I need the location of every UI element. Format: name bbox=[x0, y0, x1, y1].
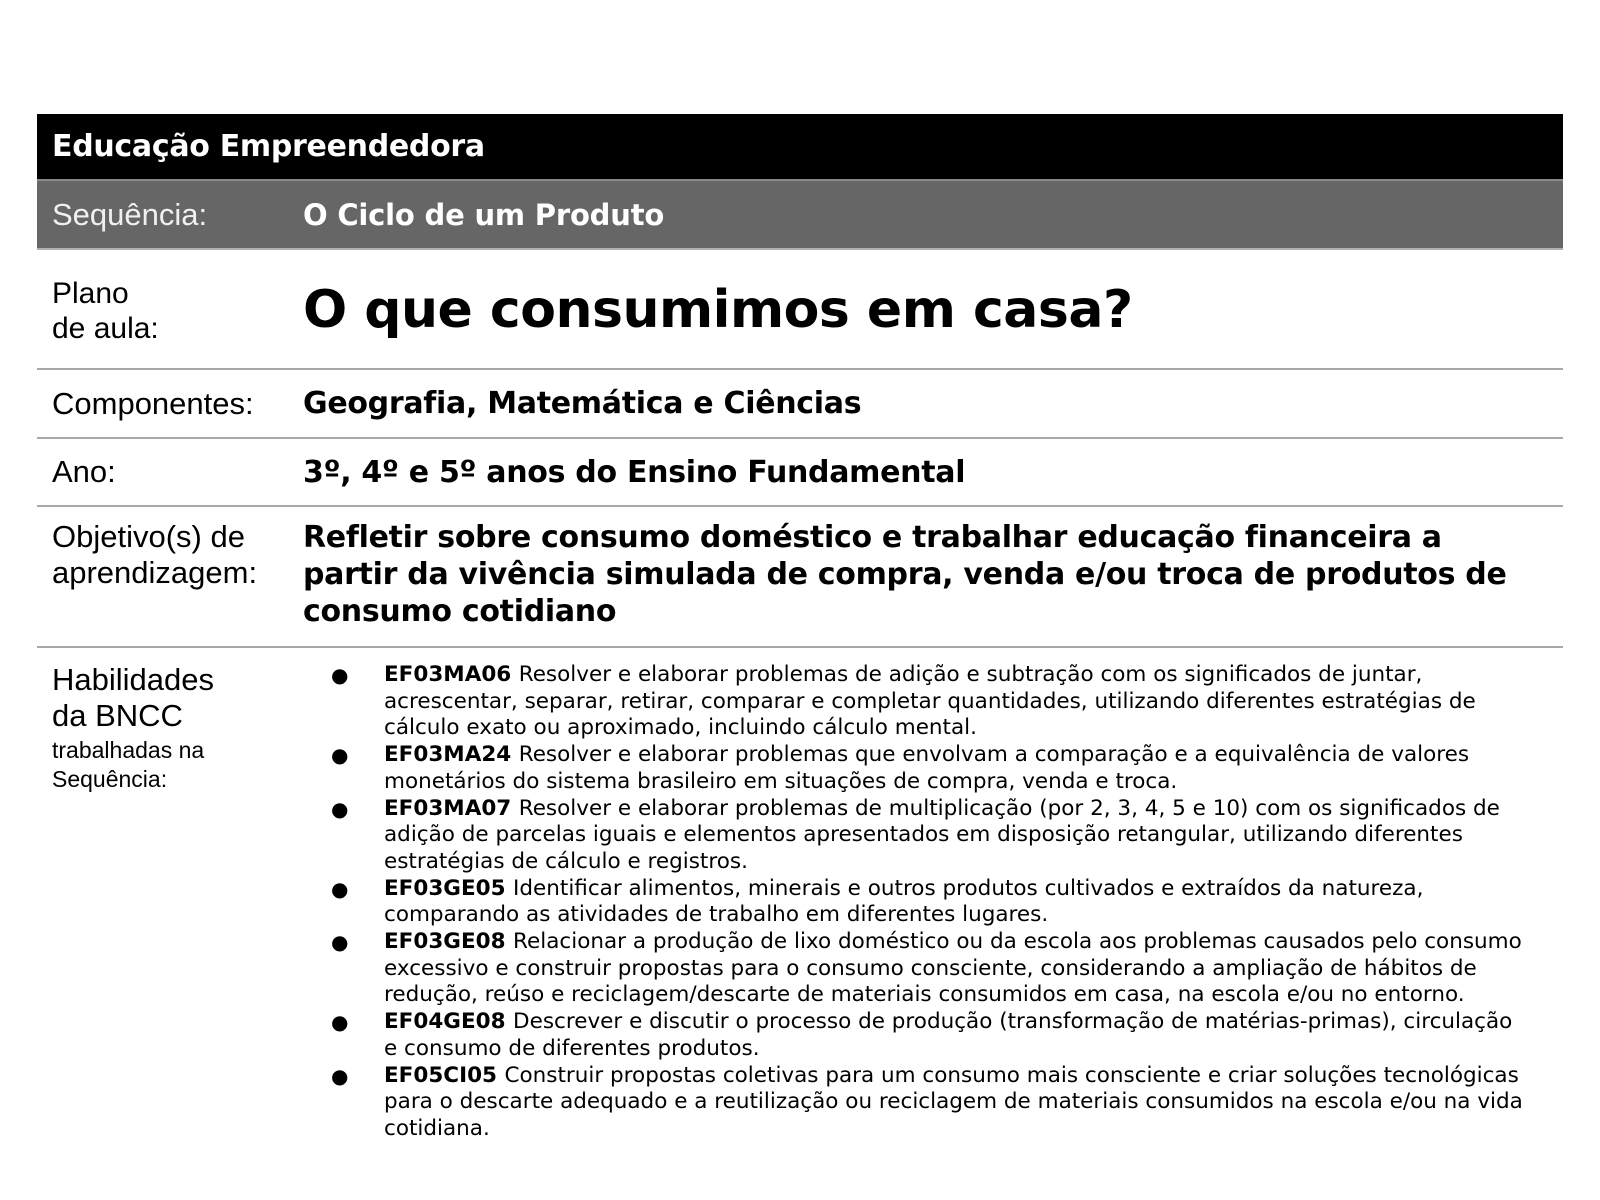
bncc-skills-row bbox=[37, 648, 1563, 1143]
skill-item bbox=[303, 662, 1543, 742]
objectives-value: Refletir sobre consumo doméstico e trabalhar educação financeira a partir da vivência simulada de compra, venda e/ou troca de produtos de consumo cotidiano bbox=[303, 520, 1507, 629]
objectives-label bbox=[37, 519, 303, 591]
skill-item bbox=[303, 742, 1543, 795]
skill-code: EF03GE08 bbox=[384, 929, 514, 955]
lesson-plan-title: O que consumimos em casa? bbox=[303, 280, 1133, 340]
lesson-plan-label-line1: Plano bbox=[52, 277, 129, 310]
sequence-label: Sequência: bbox=[52, 196, 208, 232]
bullet-icon: ● bbox=[331, 930, 349, 955]
skill-item bbox=[303, 876, 1543, 929]
skill-item bbox=[303, 796, 1543, 876]
skill-code: EF04GE08 bbox=[384, 1009, 514, 1035]
skill-code: EF03GE05 bbox=[384, 875, 514, 901]
skill-code: EF05CI05 bbox=[384, 1062, 505, 1088]
header-title: Educação Empreendedora bbox=[52, 129, 485, 164]
bullet-icon: ● bbox=[331, 663, 349, 687]
skill-text: Resolver e elaborar problemas que envolvam a comparação e a equivalência de valores monetários do sistema brasileiro em situações de compra, venda e troca. bbox=[384, 742, 1470, 794]
bncc-label-line1: Habilidades bbox=[52, 662, 214, 697]
skill-code: EF03MA24 bbox=[384, 742, 519, 768]
skill-text: Descrever e discutir o processo de produção (transformação de matérias-primas), circulação e consumo de diferentes produtos. bbox=[384, 1009, 1513, 1061]
lesson-plan-label bbox=[37, 272, 303, 346]
year-row bbox=[37, 439, 1563, 507]
skill-text: Construir propostas coletivas para um consumo mais consciente e criar soluções tecnológicas para o descarte adequado e a reutilização ou reciclagem de materiais consumidos na escola e/ou na vida cotidiana. bbox=[384, 1062, 1523, 1141]
objectives-row bbox=[37, 507, 1563, 648]
components-label: Componentes: bbox=[52, 385, 254, 421]
lesson-plan-label-line2: de aula: bbox=[52, 312, 159, 345]
header-bar bbox=[37, 114, 1563, 181]
components-value: Geografia, Matemática e Ciências bbox=[303, 386, 862, 421]
bncc-skills-list-container bbox=[303, 662, 1563, 1143]
year-value: 3º, 4º e 5º anos do Ensino Fundamental bbox=[303, 454, 966, 490]
bncc-skills-label bbox=[37, 662, 303, 794]
bncc-label-line2: da BNCC bbox=[52, 698, 183, 733]
bullet-icon: ● bbox=[331, 876, 349, 901]
bncc-skills-list bbox=[303, 662, 1543, 1143]
skill-code: EF03MA07 bbox=[384, 795, 519, 821]
skill-item bbox=[303, 1009, 1543, 1062]
skill-text: Relacionar a produção de lixo doméstico ou da escola aos problemas causados pelo consumo excessivo e construir propostas para o consumo consciente, considerando a ampliação de hábitos de redução, reúso e reciclagem/descarte de materiais consumidos em casa, na escola e/ou no entorno. bbox=[384, 929, 1522, 1008]
sequence-value: O Ciclo de um Produto bbox=[303, 197, 665, 232]
skill-text: Identificar alimentos, minerais e outros produtos cultivados e extraídos da natureza, comparando as atividades de trabalho em diferentes lugares. bbox=[384, 875, 1424, 928]
bullet-icon: ● bbox=[331, 1010, 349, 1035]
lesson-plan-sheet bbox=[37, 114, 1563, 1143]
objectives-label-line1: Objetivo(s) de bbox=[52, 519, 245, 554]
lesson-plan-row bbox=[37, 250, 1563, 370]
bullet-icon: ● bbox=[331, 743, 349, 768]
year-label: Ano: bbox=[52, 454, 116, 489]
skill-item bbox=[303, 1063, 1543, 1143]
skill-item bbox=[303, 929, 1543, 1009]
skill-code: EF03MA06 bbox=[384, 662, 519, 687]
bncc-label-line3: trabalhadas na bbox=[52, 737, 205, 763]
sequence-row bbox=[37, 181, 1563, 250]
objectives-label-line2: aprendizagem: bbox=[52, 555, 258, 590]
skill-text: Resolver e elaborar problemas de adição e subtração com os significados de juntar, acrescentar, separar, retirar, comparar e completar quantidades, utilizando diferentes estratégias de cálculo exato ou aproximado, incluindo cálculo mental. bbox=[384, 662, 1476, 741]
bullet-icon: ● bbox=[331, 796, 349, 821]
bncc-label-line4: Sequência: bbox=[52, 766, 168, 792]
skill-text: Resolver e elaborar problemas de multiplicação (por 2, 3, 4, 5 e 10) com os significados de adição de parcelas iguais e elementos apresentados em disposição retangular, utilizando diferentes estratégias de cálculo e registros. bbox=[384, 795, 1500, 874]
bullet-icon: ● bbox=[331, 1063, 349, 1088]
components-row bbox=[37, 370, 1563, 439]
